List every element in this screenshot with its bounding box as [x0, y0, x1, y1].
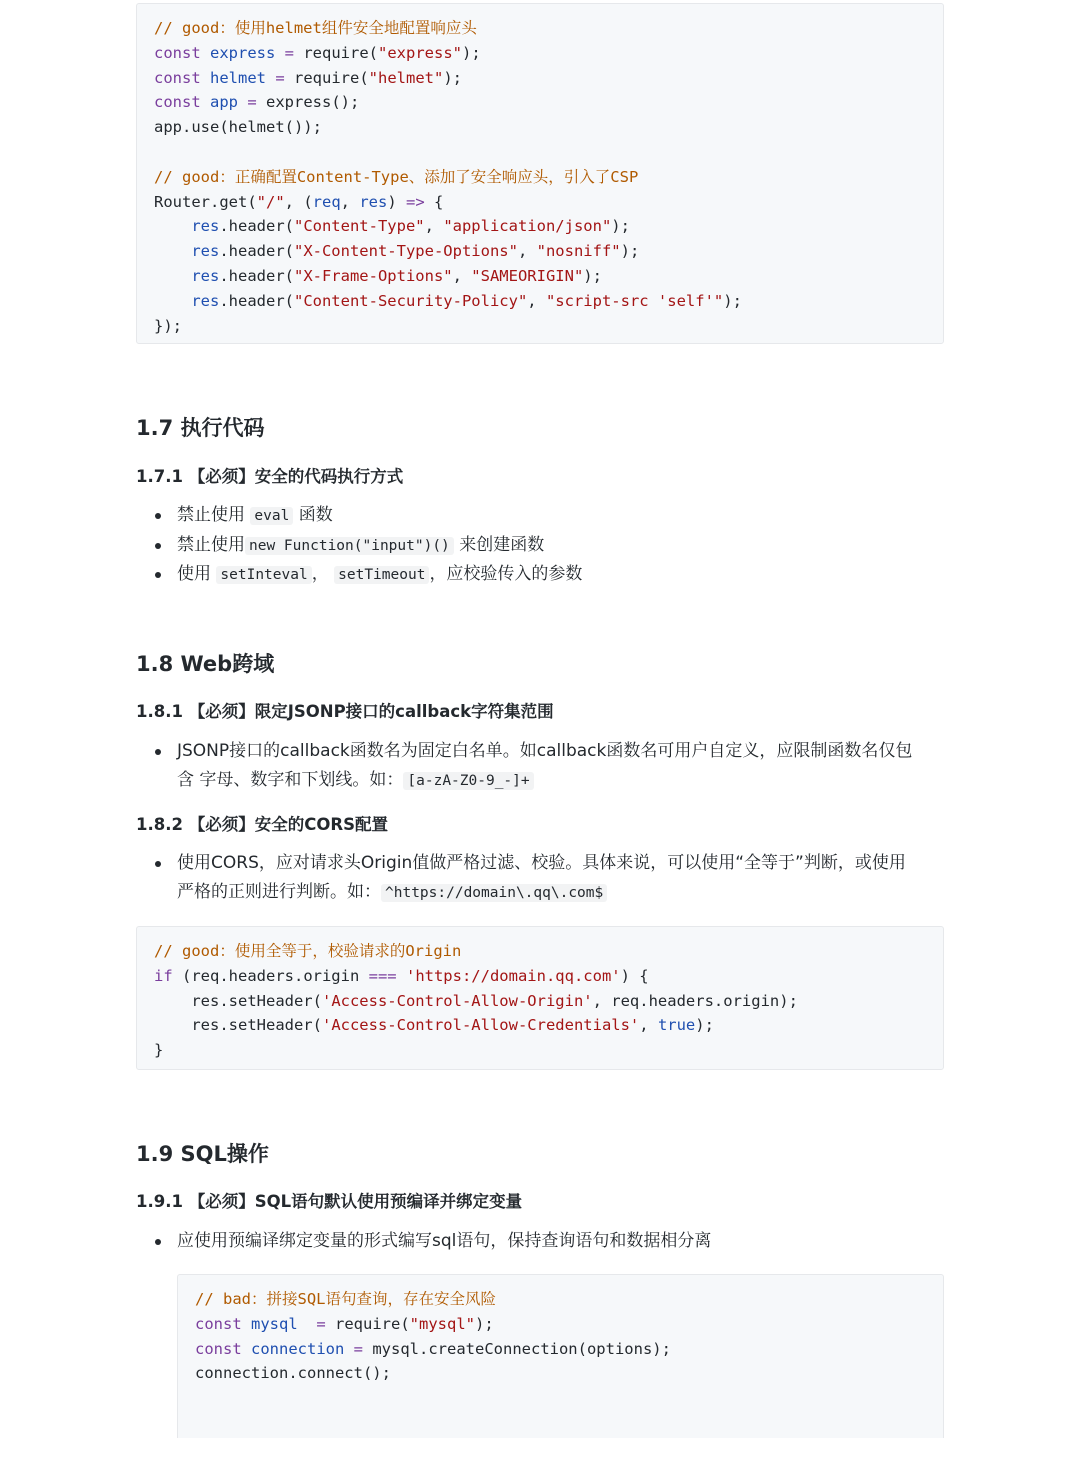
code-line: } [154, 1041, 164, 1060]
subsection-title-1-9-1: 1.9.1 【必须】SQL语句默认使用预编译并绑定变量 [136, 1192, 523, 1211]
code-line: Router.get("/", (req, res) => { [154, 192, 444, 211]
inline-code: eval [250, 507, 293, 525]
code-line: connection.connect(); [195, 1364, 391, 1383]
list-item: JSONP接口的callback函数名为固定白名单。如callback函数名可用户自定义，应限制函数名仅包 含 字母、数字和下划线。如： [a-zA-Z0-9_-]+ [136, 737, 944, 795]
inline-code: new Function("input")() [245, 537, 454, 555]
code-line: res.header("Content-Security-Policy", "script-src 'self'"); [191, 291, 742, 310]
subsection-title-1-8-2: 1.8.2 【必须】安全的CORS配置 [136, 815, 388, 834]
code-line: const express = require("express"); [154, 43, 481, 62]
code-line: const app = express(); [154, 93, 360, 112]
list-item: 应使用预编译绑定变量的形式编写sql语句，保持查询语句和数据相分离 [136, 1227, 944, 1256]
code-line: }); [154, 316, 182, 335]
subsection-title-1-8-1: 1.8.1 【必须】限定JSONP接口的callback字符集范围 [136, 702, 554, 721]
section-title-1-8: 1.8 Web跨域 [136, 652, 275, 676]
code-line: const mysql = require("mysql"); [195, 1314, 494, 1333]
list-1-8-1 [136, 737, 944, 795]
code-comment: // good：使用helmet组件安全地配置响应头 [154, 19, 477, 37]
list-item: 使用 setInteval ， setTimeout ，应校验传入的参数 [136, 560, 944, 590]
inline-code: setInteval [216, 566, 311, 584]
code-block-sql [177, 1274, 944, 1438]
inline-code: setTimeout [334, 566, 429, 584]
code-line: if (req.headers.origin === 'https://domain.qq.com') { [154, 966, 649, 985]
code-line: res.setHeader('Access-Control-Allow-Origin', req.headers.origin); [191, 991, 798, 1010]
code-line: app.use(helmet()); [154, 118, 322, 137]
inline-code: ^https://domain\.qq\.com$ [381, 884, 607, 902]
list-1-8-2 [136, 849, 944, 907]
list-item: 使用CORS，应对请求头Origin值做严格过滤、校验。具体来说，可以使用“全等于”判断，或使用 严格的正则进行判断。如： ^https://domain\.qq\.com$ [136, 849, 944, 907]
code-line: const connection = mysql.createConnection(options); [195, 1339, 671, 1358]
section-title-1-9: 1.9 SQL操作 [136, 1142, 269, 1166]
code-comment: // bad：拼接SQL语句查询，存在安全风险 [195, 1290, 496, 1308]
subsection-title-1-7-1: 1.7.1 【必须】安全的代码执行方式 [136, 467, 404, 486]
code-comment: // good：正确配置Content-Type、添加了安全响应头，引入了CSP [154, 167, 639, 186]
inline-code: [a-zA-Z0-9_-]+ [403, 772, 533, 790]
code-line: res.header("X-Content-Type-Options", "nosniff"); [191, 242, 640, 261]
list-item: 禁止使用 eval 函数 [136, 501, 944, 531]
code-block-cors [136, 926, 944, 1070]
list-1-9-1 [136, 1227, 944, 1256]
list-1-7-1 [136, 501, 944, 590]
code-line: const helmet = require("helmet"); [154, 68, 462, 87]
code-line: res.header("X-Frame-Options", "SAMEORIGIN"); [191, 266, 602, 285]
code-comment: // good：使用全等于，校验请求的Origin [154, 942, 462, 960]
code-line: res.header("Content-Type", "application/json"); [191, 217, 630, 236]
list-item: 禁止使用 new Function("input")() 来创建函数 [136, 531, 944, 561]
code-line: res.setHeader('Access-Control-Allow-Credentials', true); [191, 1016, 714, 1035]
code-block-helmet [136, 3, 944, 344]
section-title-1-7: 1.7 执行代码 [136, 416, 265, 440]
